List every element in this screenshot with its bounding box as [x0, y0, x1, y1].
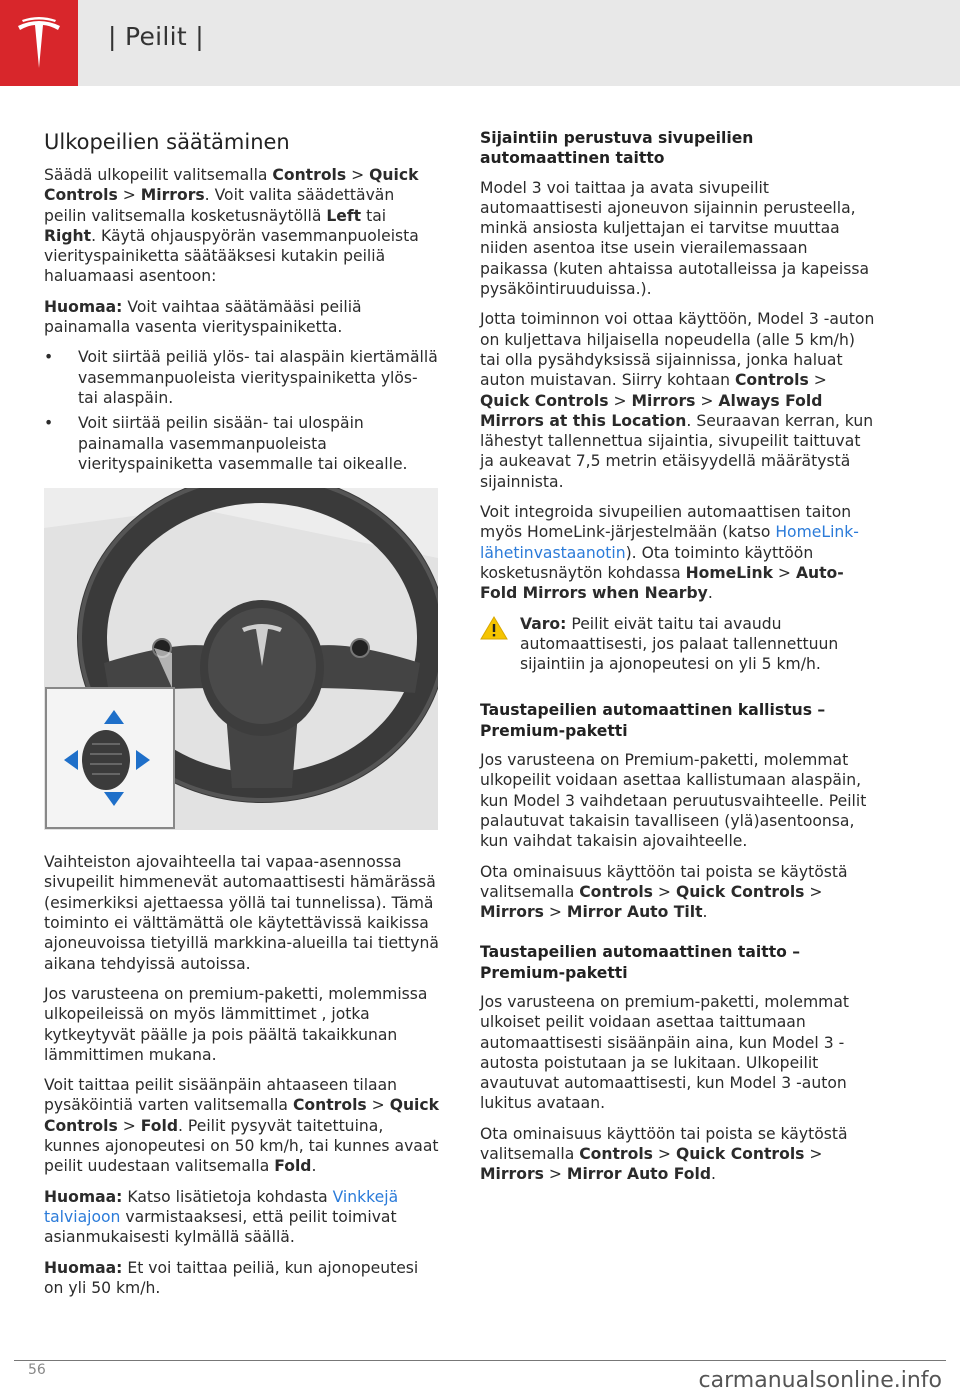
watermark: carmanualsonline.info — [698, 1368, 942, 1393]
heading-auto-tilt: Taustapeilien automaattinen kallistus – Premium-paketti — [480, 701, 826, 740]
right-column — [480, 128, 878, 1195]
left-column — [44, 128, 440, 1308]
paragraph: Säädä ulkopeilit valitsemalla Controls > Quick Controls > Mirrors. Voit valita säädettävän peilin valitsemalla kosketusnäytöllä Left tai Right. Käytä ohjauspyörän vasemmanpuoleista vierityspainiketta säätääksesi kutakin peiliä haluamaasi asentoon: — [44, 166, 419, 286]
note: Huomaa: Et voi taittaa peiliä, kun ajonopeutesi on yli 50 km/h. — [44, 1258, 419, 1297]
paragraph: Jos varusteena on premium-paketti, molemmat ulkoiset peilit voidaan asettaa taittumaan automaattisesti sisäänpäin aina, kun Model 3 -autosta poistutaan ja se lukitaan. Ulkopeilit avautuvat automaattisesti, kun Model 3 -auton lukitus avataan. — [480, 992, 849, 1113]
warning-icon — [480, 614, 508, 675]
paragraph: Ota ominaisuus käyttöön tai poista se käytöstä valitsemalla Controls > Quick Controls > Mirrors > Mirror Auto Fold. — [480, 1124, 848, 1184]
paragraph: Jos varusteena on premium-paketti, molemmissa ulkopeileissä on myös lämmittimet , jotka kytkeytyvät päälle ja pois päältä takaikkunan lämmittimen mukana. — [44, 984, 428, 1064]
tesla-logo — [0, 0, 78, 86]
note: Huomaa: Voit vaihtaa säätämääsi peiliä painamalla vasenta vierityspainiketta. — [44, 297, 362, 337]
page-number: 56 — [28, 1362, 46, 1378]
section-title: | Peilit | — [108, 22, 204, 51]
heading-outer-mirrors: Ulkopeilien säätäminen — [44, 130, 290, 154]
list-item: • Voit siirtää peilin sisään- tai ulospäin painamalla vasemmanpuoleista vierityspainiketta vasemmalle tai oikealle. — [44, 413, 440, 474]
bullet-list — [44, 347, 440, 474]
heading-auto-fold: Taustapeilien automaattinen taitto – Premium-paketti — [480, 943, 801, 982]
caution-box — [480, 614, 878, 675]
note: Huomaa: Katso lisätietoja kohdasta Vinkkejä talviajoon varmistaaksesi, että peilit toimivat asianmukaisesti kylmällä säällä. — [44, 1187, 399, 1247]
paragraph: Vaihteiston ajovaihteella tai vapaa-asennossa sivupeilit himmenevät automaattisesti hämärässä (esimerkiksi ajettaessa yöllä tai tunnelissa). Tämä toiminto ei välttämättä ole käytettävissä kaikissa ajoneuvoissa tietyillä markkina-alueilla tai tiettynä aikana tehdyissä autoissa. — [44, 853, 439, 973]
steering-wheel-illustration — [44, 488, 438, 830]
paragraph: Jos varusteena on Premium-paketti, molemmat ulkopeilit voidaan asettaa kallistumaan alaspäin, kun Model 3 vaihdetaan peruutusvaihteelle. Peilit palautuvat takaisin tavalliseen (ylä)asentoonsa, kun vaihdat takaisin ajovaihteelle. — [480, 751, 867, 851]
heading-location-fold: Sijaintiin perustuva sivupeilien automaattinen taitto — [480, 129, 754, 168]
paragraph: Ota ominaisuus käyttöön tai poista se käytöstä valitsemalla Controls > Quick Controls > Mirrors > Mirror Auto Tilt. — [480, 862, 848, 922]
page-header — [0, 0, 960, 86]
paragraph: Jotta toiminnon voi ottaa käyttöön, Model 3 -auton on kuljettava hiljaisella nopeudella (alle 5 km/h) tai olla pysähdyksissä sijainnissa, jonka haluat auton muistavan. Siirry kohtaan Controls > Quick Controls > Mirrors > Always Fold Mirrors at this Location. Seuraavan kerran, kun lähestyt tallennettua sijaintia, sivupeilit taittuvat ja aukeavat 7,5 metrin etäisyydellä määrätystä sijainnista. — [480, 310, 875, 491]
paragraph: Voit integroida sivupeilien automaattisen taiton myös HomeLink-järjestelmään (katso HomeLink-lähetinvastaanotin). Ota toiminto käyttöön kosketusnäytön kohdassa HomeLink > Auto-Fold Mirrors when Nearby. — [480, 503, 859, 603]
footer-divider — [14, 1360, 946, 1361]
caution-text: Varo: Peilit eivät taitu tai avaudu automaattisesti, jos palaat tallennettuun sijaintiin ja ajonopeutesi on yli 5 km/h. — [520, 614, 839, 674]
tesla-logo-icon — [14, 16, 64, 70]
paragraph: Voit taittaa peilit sisäänpäin ahtaaseen tilaan pysäköintiä varten valitsemalla Controls > Quick Controls > Fold. Peilit pysyvät taitettuina, kunnes ajonopeutesi on 50 km/h, tai kunnes avaat peilit uudestaan valitsemalla Fold. — [44, 1076, 440, 1176]
paragraph: Model 3 voi taittaa ja avata sivupeilit automaattisesti ajoneuvon sijainnin perusteella, minkä ansiosta kuljettajan ei tarvitse muuttaa niiden asentoa itse usein vierailemassaan paikassa (kuten ahtaissa autotalleissa ja kapeissa pysäköintiruuduissa.). — [480, 178, 870, 299]
homelink-link[interactable]: HomeLink-lähetinvastaanotin — [480, 523, 859, 562]
list-item: • Voit siirtää peiliä ylös- tai alaspäin kiertämällä vasemmanpuoleista vierityspainiketta ylös- tai alaspäin. — [44, 347, 440, 408]
winter-driving-link[interactable]: Vinkkejä talviajoon — [44, 1187, 399, 1226]
